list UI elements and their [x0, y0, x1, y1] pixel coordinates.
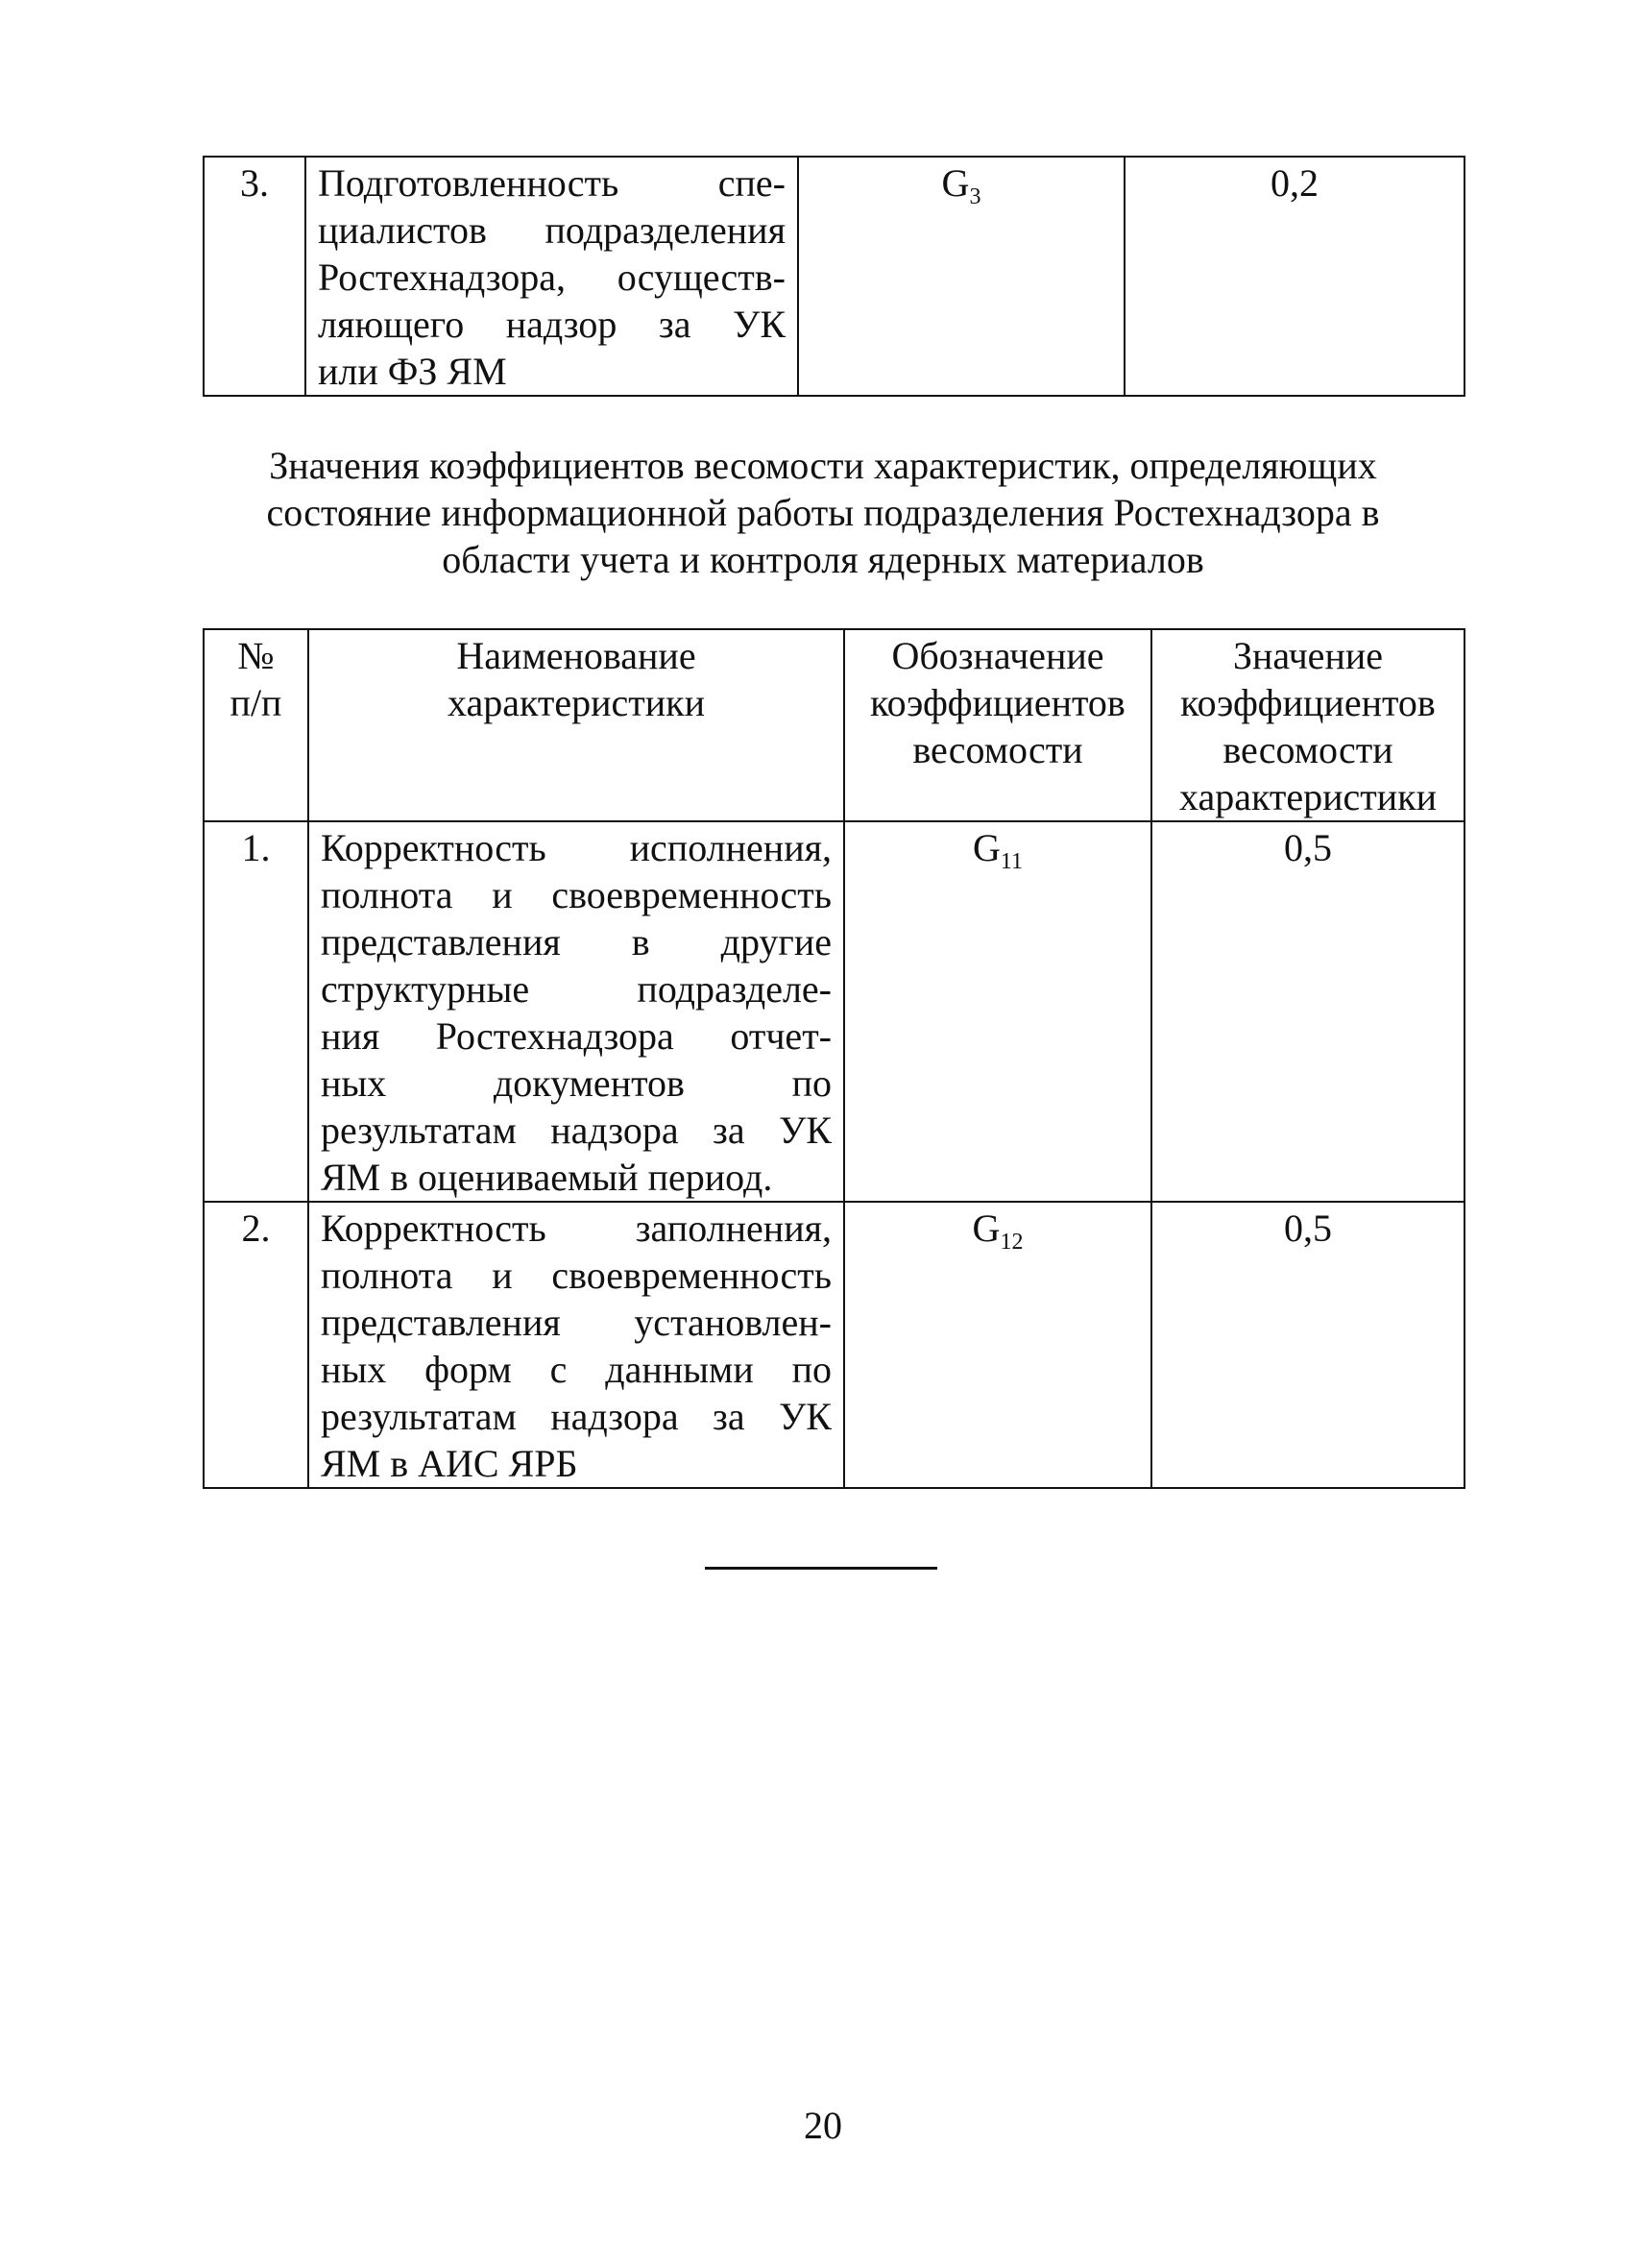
table-row: [204, 1202, 1464, 1488]
characteristic-name: [308, 821, 844, 1202]
name-line: ных документов по: [321, 1061, 832, 1105]
name-line: полнота и своевременность: [321, 1254, 832, 1297]
characteristic-name: [308, 1202, 844, 1488]
main-table: [203, 628, 1465, 1489]
section-title-line: Значения коэффициентов весомости характеристик, определяющих: [269, 444, 1377, 487]
coefficient-symbol: [844, 1202, 1151, 1488]
header-symbol: [844, 629, 1151, 821]
coefficient-symbol: [798, 157, 1125, 396]
name-line: ных форм с данными по: [321, 1348, 832, 1391]
name-line: результатам надзора за УК: [321, 1395, 832, 1438]
row-number: 2.: [204, 1202, 308, 1488]
header-line: характеристики: [447, 681, 705, 724]
coefficient-value: 0,5: [1151, 821, 1464, 1202]
header-line: Обозначение: [891, 634, 1104, 677]
table-row: [204, 157, 1464, 396]
name-line: Подготовленность спе-: [318, 161, 786, 205]
table-header-row: [204, 629, 1464, 821]
row-number: 1.: [204, 821, 308, 1202]
symbol-subscript: 11: [1000, 849, 1023, 874]
name-line: циалистов подразделения: [318, 208, 786, 252]
name-line: Ростехнадзора, осуществ-: [318, 256, 786, 299]
header-line: Значение: [1232, 634, 1384, 677]
name-line: или ФЗ ЯМ: [318, 350, 507, 393]
name-line: структурные подразделе-: [321, 967, 832, 1011]
header-line: весомости: [912, 728, 1083, 771]
symbol-subscript: 12: [1000, 1230, 1024, 1255]
coefficient-symbol: [844, 821, 1151, 1202]
name-line: полнота и своевременность: [321, 873, 832, 916]
section-title-line: состояние информационной работы подразделения Ростехнадзора в: [266, 491, 1380, 534]
characteristic-name: [305, 157, 798, 396]
symbol-subscript: 3: [969, 184, 981, 209]
name-line: результатам надзора за УК: [321, 1109, 832, 1152]
name-line: ния Ростехнадзора отчет-: [321, 1014, 832, 1058]
name-line: ЯМ в оцениваемый период.: [321, 1156, 773, 1199]
section-title: [134, 442, 1512, 583]
name-line: Корректность исполнения,: [321, 826, 832, 869]
section-title-line: области учета и контроля ядерных материалов: [442, 538, 1204, 581]
top-table: [203, 156, 1465, 397]
symbol-base: G: [973, 826, 1001, 869]
header-line: коэффициентов: [870, 681, 1126, 724]
header-name: [308, 629, 844, 821]
page-number: 20: [804, 2104, 842, 2147]
coefficient-value: 0,5: [1151, 1202, 1464, 1488]
name-line: представления установлен-: [321, 1301, 832, 1344]
header-line: п/п: [230, 681, 282, 724]
name-line: Корректность заполнения,: [321, 1207, 832, 1250]
header-line: весомости: [1222, 728, 1393, 771]
header-number: [204, 629, 308, 821]
symbol-base: G: [972, 1207, 1001, 1250]
name-line: ляющего надзор за УК: [318, 303, 786, 346]
coefficient-value: 0,2: [1125, 157, 1464, 396]
name-line: представления в другие: [321, 920, 832, 963]
header-line: коэффициентов: [1180, 681, 1436, 724]
row-number: 3.: [204, 157, 305, 396]
name-line: ЯМ в АИС ЯРБ: [321, 1442, 578, 1485]
header-line: Наименование: [456, 634, 696, 677]
table-row: [204, 821, 1464, 1202]
symbol-base: G: [941, 161, 970, 205]
header-line: №: [237, 634, 275, 677]
header-line: характеристики: [1178, 775, 1437, 818]
header-value: [1151, 629, 1464, 821]
end-rule: [705, 1567, 937, 1570]
